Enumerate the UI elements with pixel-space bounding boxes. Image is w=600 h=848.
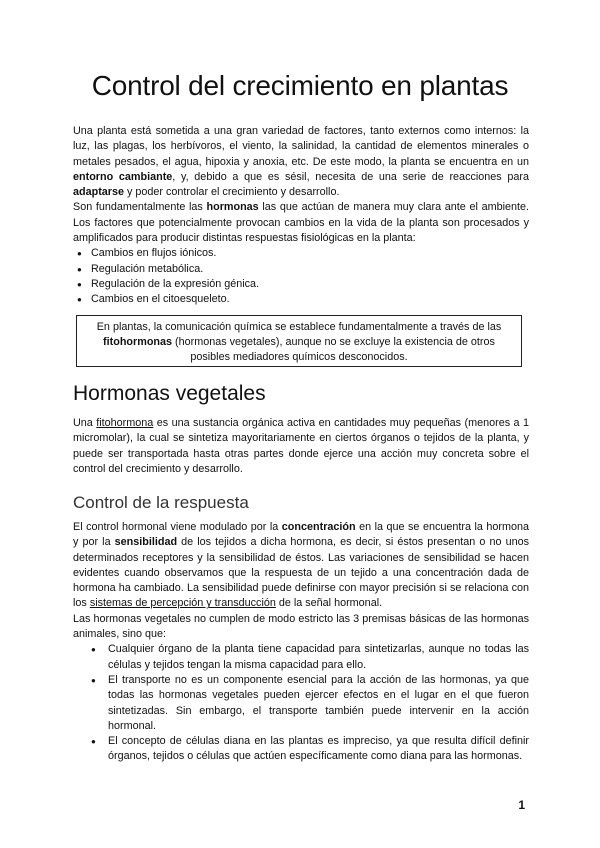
- control-paragraph-1: El control hormonal viene modulado por la concentración en la que se encuentra la hormona y por la sensibilidad de los tejidos a dicha hormona, es decir, si éstos presentan o no unos determinados receptores y la sensibilidad de éstos. Las variaciones de sensibilidad se hacen evidentes cuando observamos que la respuesta de un tejido a una concentración dada de hormona ha cambiado. La sensibilidad puede definirse con mayor precisión si se relaciona con los sistemas de percepción y transducción de la señal hormonal.: [73, 521, 529, 610]
- bold-term: adaptarse: [73, 186, 125, 199]
- fitohormona-link[interactable]: fitohormona: [96, 417, 154, 429]
- page-number: 1: [518, 798, 525, 812]
- response-list: [73, 246, 529, 307]
- control-section: [73, 520, 529, 765]
- list-item: ● El transporte no es un componente esencial para la acción de las hormonas, ya que todas las hormonas vegetales pueden ejercer efectos en el lugar en el que fueron sintetizadas. Sin embargo, el transporte también puede intervenir en la acción hormonal.: [73, 673, 529, 734]
- bold-term: entorno cambiante: [73, 170, 173, 183]
- list-item: ● Regulación metabólica.: [73, 262, 529, 277]
- premisas-list: [73, 642, 529, 764]
- control-paragraph-2: Las hormonas vegetales no cumplen de modo estricto las 3 premisas básicas de las hormonas animales, sino que:: [73, 612, 529, 641]
- section-heading: Hormonas vegetales: [73, 382, 266, 405]
- page-title: Control del crecimiento en plantas: [91, 70, 509, 101]
- highlight-box: En plantas, la comunicación química se establece fundamentalmente a través de las fitohormonas (hormonas vegetales), aunque no se excluye la existencia de otros posibles mediadores químicos desconocidos.: [76, 315, 522, 367]
- intro-paragraph-1: Una planta está sometida a una gran variedad de factores, tanto externos como internos: la luz, las plagas, los herbívoros, el viento, la salinidad, la cantidad de elementos minerales o metales pesados, el agua, hipoxia y anoxia, etc. De este modo, la planta se encuentra en un entorno cambiante, y, debido a que es sésil, necesita de una serie de reacciones para adaptarse y poder controlar el crecimiento y desarrollo.: [73, 125, 529, 199]
- intro-section: [73, 124, 529, 308]
- sistemas-link[interactable]: sistemas de percepción y transducción: [89, 597, 276, 610]
- hormonas-paragraph: Una fitohormona es una sustancia orgánica activa en cantidades muy pequeñas (menores a 1 micromolar), la cual se sintetiza mayoritariamente en ciertos órganos o tejidos de la planta, y puede ser transportada hasta otras partes donde ejerce una acción muy concreta sobre el control del crecimiento y desarrollo.: [73, 417, 529, 475]
- bold-term: concentración: [281, 521, 356, 533]
- bold-term: fitohormonas: [103, 336, 173, 348]
- intro-paragraph-2: Son fundamentalmente las hormonas las que actúan de manera muy clara ante el ambiente. Los factores que potencialmente provocan cambios en la vida de la planta son procesados y amplificados para producir distintas respuestas fisiológicas en la planta:: [73, 201, 529, 245]
- list-item: ● Cambios en flujos iónicos.: [73, 246, 529, 261]
- list-item: ● El concepto de células diana en las plantas es impreciso, ya que resulta difícil definir órganos, tejidos o células que actúen específicamente como diana para las hormonas.: [73, 734, 529, 765]
- list-item: ● Cambios en el citoesqueleto.: [73, 292, 529, 307]
- hormonas-section: [73, 416, 529, 477]
- bold-term: sensibilidad: [114, 536, 178, 549]
- list-item: ● Cualquier órgano de la planta tiene capacidad para sintetizarlas, aunque no todas las células y tejidos tengan la misma capacidad para ello.: [73, 642, 529, 673]
- subsection-heading: Control de la respuesta: [73, 493, 249, 512]
- list-item: ● Regulación de la expresión génica.: [73, 277, 529, 292]
- bold-term: hormonas: [206, 201, 259, 214]
